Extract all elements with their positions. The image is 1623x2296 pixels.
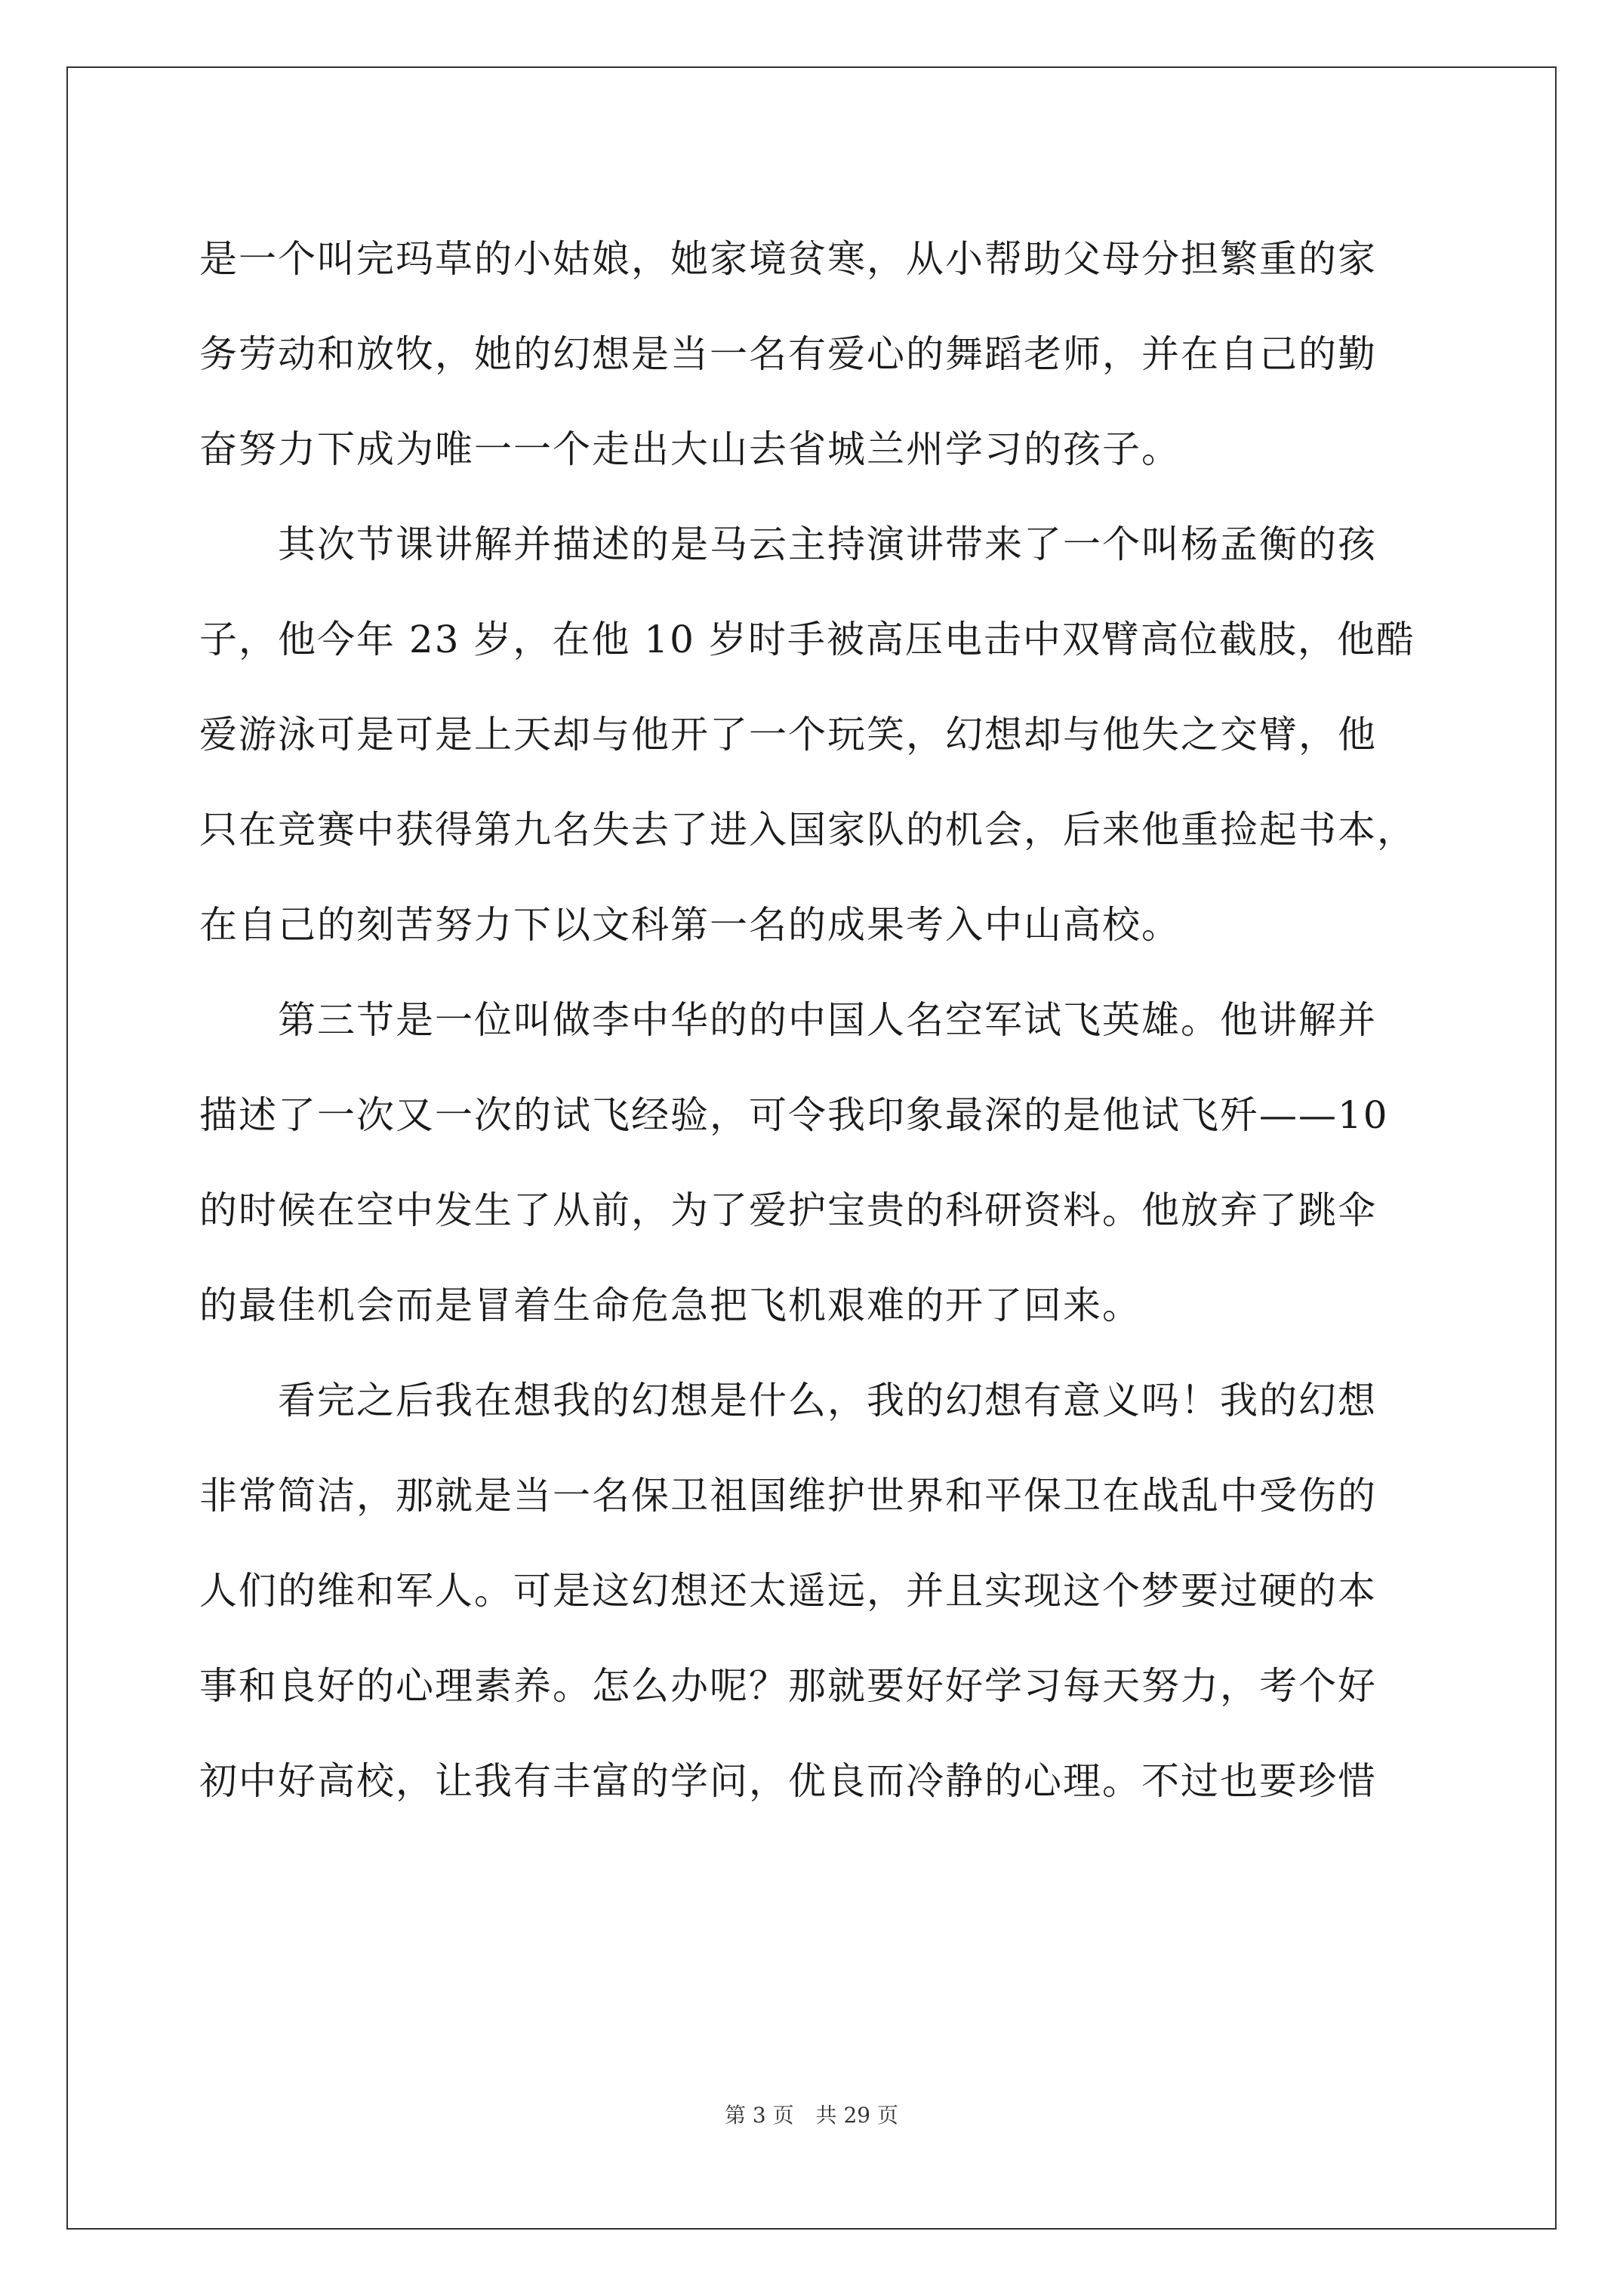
text-line: 是一个叫完玛草的小姑娘，她家境贫寒，从小帮助父母分担繁重的家 <box>199 237 1377 281</box>
text-line: 初中好高校，让我有丰富的学问，优良而冷静的心理。不过也要珍惜 <box>199 1759 1377 1803</box>
text-line: 爱游泳可是可是上天却与他开了一个玩笑，幻想却与他失之交臂，他 <box>199 713 1377 757</box>
text-line: 其次节课讲解并描述的是马云主持演讲带来了一个叫杨孟衡的孩 <box>199 522 1377 566</box>
text-line: 第三节是一位叫做李中华的的中国人名空军试飞英雄。他讲解并 <box>199 998 1377 1042</box>
page-footer <box>0 2099 1623 2129</box>
text-line: 的时候在空中发生了从前，为了爱护宝贵的科研资料。他放弃了跳伞 <box>199 1188 1377 1232</box>
text-line: 事和良好的心理素养。怎么办呢？那就要好好学习每天努力，考个好 <box>199 1664 1377 1708</box>
text-line: 子，他今年 23 岁，在他 10 岁时手被高压电击中双臂高位截肢，他酷 <box>199 618 1415 661</box>
text-line: 描述了一次又一次的试飞经验，可令我印象最深的是他试飞歼——10 <box>199 1093 1389 1137</box>
page-number-current: 第 3 页 <box>725 2103 794 2128</box>
text-line: 奋努力下成为唯一一个走出大山去省城兰州学习的孩子。 <box>199 427 1181 471</box>
document-body <box>199 211 1437 1829</box>
text-line: 看完之后我在想我的幻想是什么，我的幻想有意义吗！我的幻想 <box>199 1379 1377 1422</box>
page-number-total: 共 29 页 <box>815 2103 898 2128</box>
text-line: 非常简洁，那就是当一名保卫祖国维护世界和平保卫在战乱中受伤的 <box>199 1474 1377 1518</box>
text-line: 只在竞赛中获得第九名失去了进入国家队的机会，后来他重捡起书本， <box>199 808 1416 852</box>
text-line: 务劳动和放牧，她的幻想是当一名有爱心的舞蹈老师，并在自己的勤 <box>199 332 1377 376</box>
text-line: 的最佳机会而是冒着生命危急把飞机艰难的开了回来。 <box>199 1284 1141 1327</box>
text-line: 人们的维和军人。可是这幻想还太遥远，并且实现这个梦要过硬的本 <box>199 1569 1377 1613</box>
text-line: 在自己的刻苦努力下以文科第一名的成果考入中山高校。 <box>199 903 1181 947</box>
